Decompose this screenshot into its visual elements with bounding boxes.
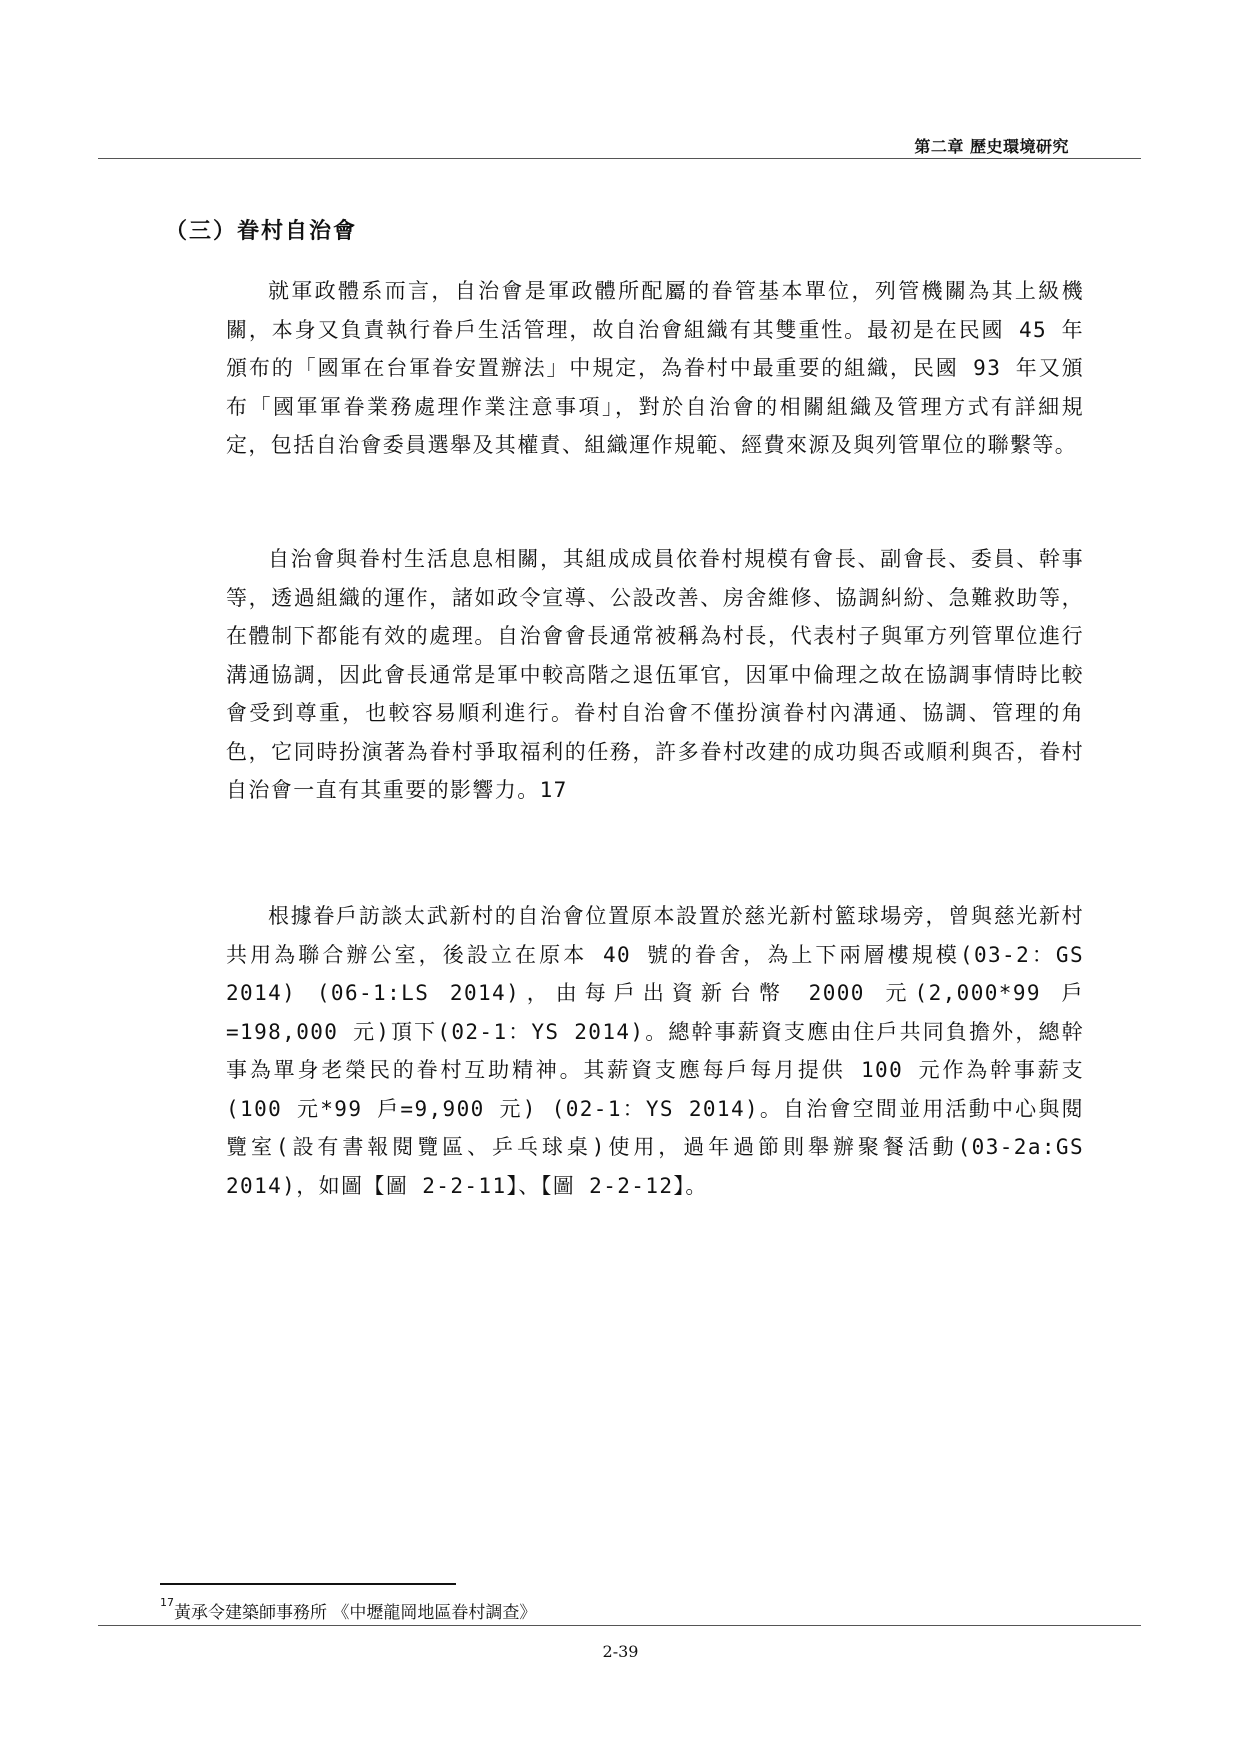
chapter-title: 第二章 歷史環境研究 (914, 137, 1069, 156)
footer-divider (98, 1625, 1141, 1626)
header-divider (98, 158, 1141, 159)
paragraph: 根據眷戶訪談太武新村的自治會位置原本設置於慈光新村籃球場旁，曾與慈光新村共用為聯合辦公室，後設立在原本 40 號的眷舍，為上下兩層樓規模(03-2：GS 2014) (06-1:LS 2014)，由每戶出資新台幣 2000 元(2,000*99 戶=198,000 元)頂下(02-1：YS 2014)。總幹事薪資支應由住戶共同負擔外，總幹事為單身老榮民的眷村互助精神。其薪資支應每戶每月提供 100 元作為幹事薪支(100 元*99 戶=9,900 元) (02-1：YS 2014)。自治會空間並用活動中心與閱覽室(設有書報閱覽區、乒乓球桌)使用，過年過節則舉辦聚餐活動(03-2a:GS 2014)，如圖【圖 2-2-11】、【圖 2-2-12】。 (226, 904, 1084, 1198)
footnote-divider (160, 1583, 456, 1585)
paragraph-2-container (226, 540, 1084, 810)
section-heading: （三）眷村自治會 (165, 219, 358, 244)
footnote-text: 黃承令建築師事務所 《中壢龍岡地區眷村調查》 (174, 1603, 537, 1623)
paragraph: 就軍政體系而言，自治會是軍政體所配屬的眷管基本單位，列管機關為其上級機關，本身又負責執行眷戶生活管理，故自治會組織有其雙重性。最初是在民國 45 年頒布的「國軍在台軍眷安置辦法」中規定，為眷村中最重要的組織，民國 93 年又頒布「國軍軍眷業務處理作業注意事項」，對於自治會的相關組織及管理方式有詳細規定，包括自治會委員選舉及其權責、組織運作規範、經費來源及與列管單位的聯繫等。 (226, 279, 1084, 457)
page-number: 2-39 (602, 1642, 639, 1661)
paragraph-3-container (226, 897, 1084, 1205)
paragraph: 自治會與眷村生活息息相關，其組成成員依眷村規模有會長、副會長、委員、幹事等，透過組織的運作，諸如政令宣導、公設改善、房舍維修、協調糾紛、急難救助等，在體制下都能有效的處理。自治會會長通常被稱為村長，代表村子與軍方列管單位進行溝通協調，因此會長通常是軍中較高階之退伍軍官，因軍中倫理之故在協調事情時比較會受到尊重，也較容易順利進行。眷村自治會不僅扮演眷村內溝通、協調、管理的角色，它同時扮演著為眷村爭取福利的任務，許多眷村改建的成功與否或順利與否，眷村自治會一直有其重要的影響力。17 (226, 547, 1084, 802)
paragraph-1-container (226, 272, 1084, 465)
footnote-number: 17 (160, 1596, 174, 1609)
footnote (160, 1598, 536, 1623)
